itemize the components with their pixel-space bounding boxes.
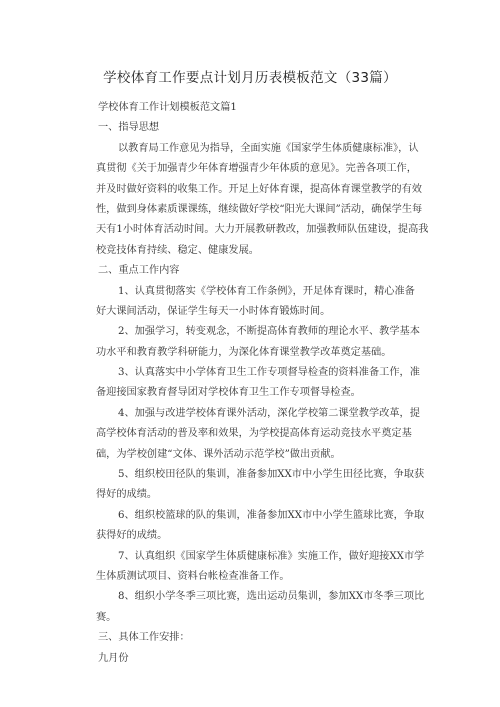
paragraph-line: 生体质测试项目、资料台帐检查准备工作。	[96, 570, 290, 582]
paragraph-line: 性，做到身体素质课课练，继续做好学校“阳光大课间”活动，确保学生每	[96, 203, 423, 215]
paragraph-line: 获得好的成绩。	[96, 530, 168, 542]
list-item	[96, 465, 425, 506]
list-item	[96, 506, 425, 547]
paragraph-line: 6、组织校篮球的队的集训，准备参加XX市中小学生篮球比赛，争取	[118, 509, 425, 521]
paragraph-line: 4、加强与改进学校体育课外活动，深化学校第二课堂教学改革，提	[118, 407, 420, 419]
list-item	[96, 404, 418, 465]
paragraph-line: 高学校体育活动的普及率和效果，为学校提高体育运动竞技水平奠定基	[96, 428, 412, 440]
section-subtitle: 学校体育工作计划模板范文篇1	[98, 102, 237, 113]
list-item	[96, 587, 425, 628]
paragraph-line: 好大课间活动，保证学生每天一小时体育锻炼时间。	[96, 305, 331, 317]
list-item	[96, 363, 418, 404]
month-label: 九月份	[98, 652, 129, 664]
paragraph-guiding-ideology	[96, 139, 429, 261]
paragraph-line: 1、认真贯彻落实《学校体育工作条例》，开足体育课时，精心准备	[118, 285, 415, 297]
paragraph-line: 备迎接国家教育督导团对学校体育卫生工作专项督导检查。	[96, 387, 361, 399]
document-title: 学校体育工作要点计划月历表模板范文（33篇）	[103, 70, 397, 86]
section-heading-key-work: 二、重点工作内容	[98, 265, 180, 277]
paragraph-line: 2、加强学习，转变观念，不断提高体育教师的理论水平、教学基本	[118, 326, 420, 338]
paragraph-line: 校竞技体育持续、稳定、健康发展。	[96, 244, 259, 256]
list-item	[96, 547, 425, 588]
paragraph-line: 真贯彻《关于加强青少年体育增强青少年体质的意见》。完善各项工作，	[96, 163, 417, 175]
section-heading-guiding-ideology: 一、指导思想	[98, 122, 160, 134]
list-item	[96, 282, 418, 323]
paragraph-line: 3、认真落实中小学体育卫生工作专项督导检查的资料准备工作，准	[118, 367, 420, 379]
paragraph-line: 5、组织校田径队的集训，准备参加XX市中小学生田径比赛，争取获	[118, 469, 425, 481]
list-item	[96, 322, 418, 363]
paragraph-line: 础，为学校创建“文体、课外活动示范学校”做出贡献。	[96, 448, 341, 460]
paragraph-line: 7、认真组织《国家学生体质健康标准》实施工作，做好迎接XX市学	[118, 550, 425, 562]
paragraph-line: 8、组织小学冬季三项比赛，选出运动员集训，参加XX市冬季三项比	[118, 591, 425, 603]
paragraph-line: 天有1小时体育活动时间。大力开展教研教改，加强教师队伍建设，提高我	[96, 224, 429, 236]
paragraph-line: 赛。	[96, 611, 117, 623]
document-body	[96, 98, 429, 669]
paragraph-line: 以教育局工作意见为指导，全面实施《国家学生体质健康标准》，认	[118, 142, 419, 154]
paragraph-line: 得好的成绩。	[96, 489, 158, 501]
paragraph-line: 功水平和教育教学科研能力，为深化体育课堂教学改革奠定基础。	[96, 346, 392, 358]
paragraph-line: 并及时做好资料的收集工作。开足上好体育课，提高体育课堂教学的有效	[96, 183, 422, 195]
section-heading-schedule: 三、具体工作安排：	[98, 632, 190, 644]
